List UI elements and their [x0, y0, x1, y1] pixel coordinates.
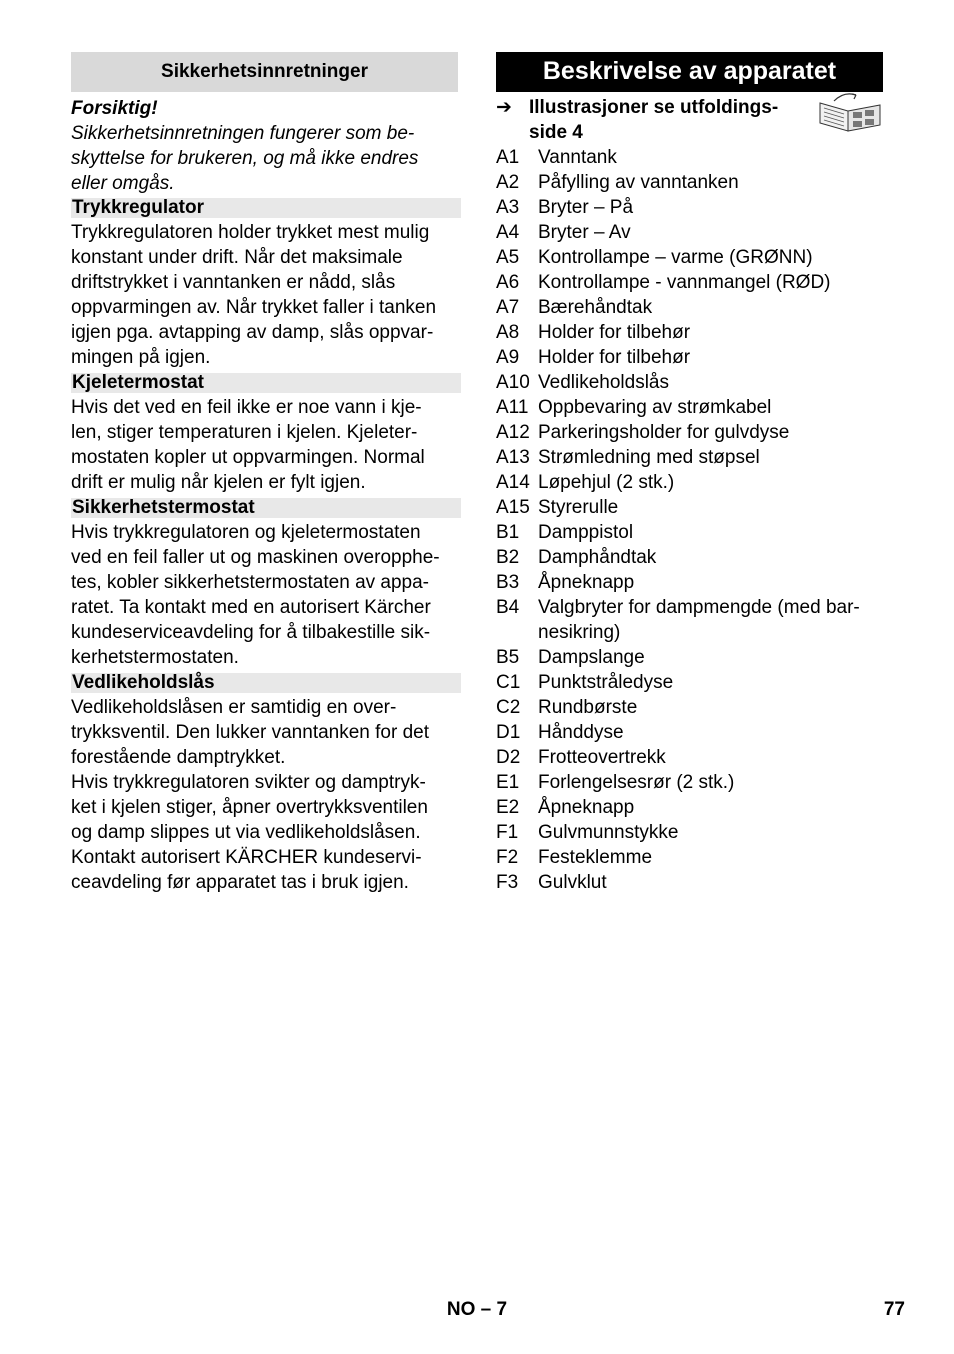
safety-devices-heading: Sikkerhetsinnretninger: [71, 52, 458, 92]
page-number: 77: [883, 1299, 905, 1320]
list-item: A9 Holder for tilbehør: [496, 347, 691, 368]
list-item: C2 Rundbørste: [496, 697, 638, 718]
list-item: F1 Gulvmunnstykke: [496, 822, 679, 843]
illustration-reference: ➔ Illustrasjoner se utfoldings- side 4: [496, 95, 896, 145]
list-item: A11 Oppbevaring av strømkabel: [496, 397, 772, 418]
section-body: Trykkregulatoren holder trykket mest mulig konstant under drift. Når det maksimale driftstrykket i vanntanken er nådd, slås oppvarmingen av. Når trykket faller i tanken igjen pga. avtapping av damp, slås oppvar- mingen på igjen.: [71, 222, 437, 368]
section-body: Hvis det ved en feil ikke er noe vann i kje- len, stiger temperaturen i kjelen. Kjeleter- mostaten kopler ut oppvarmingen. Normal drift er mulig når kjelen er fylt igjen.: [71, 397, 425, 493]
section-title: Kjeletermostat: [71, 373, 461, 393]
component-list: [496, 145, 896, 895]
right-column: [496, 52, 896, 895]
list-item: A7 Bærehåndtak: [496, 297, 653, 318]
list-item: A5 Kontrollampe – varme (GRØNN): [496, 247, 813, 268]
caution-text: Sikkerhetsinnretningen fungerer som be- skyttelse for brukeren, og må ikke endres eller omgås.: [71, 123, 419, 194]
section-body: Hvis trykkregulatoren og kjeletermostaten ved en feil faller ut og maskinen overopphe- tes, kobler sikkerhetstermostaten av appa- ratet. Ta kontakt med en autorisert Kärcher kundeserviceavdeling for å tilbakestille sik- kerhetstermostaten.: [71, 522, 440, 668]
list-item: D2 Frotteovertrekk: [496, 747, 666, 768]
device-description-heading: Beskrivelse av apparatet: [496, 52, 883, 92]
list-item: E2 Åpneknapp: [496, 797, 635, 818]
list-item: A2 Påfylling av vanntanken: [496, 172, 739, 193]
list-item: F2 Festeklemme: [496, 847, 653, 868]
list-item: A14 Løpehjul (2 stk.): [496, 472, 675, 493]
list-item: A10 Vedlikeholdslås: [496, 372, 669, 393]
list-item: A6 Kontrollampe - vannmangel (RØD): [496, 272, 831, 293]
left-column: [71, 52, 461, 895]
list-item: F3 Gulvklut: [496, 872, 607, 893]
section-title: Trykkregulator: [71, 198, 461, 218]
arrow-right-icon: ➔: [496, 97, 512, 118]
list-item: A13 Strømledning med støpsel: [496, 447, 760, 468]
list-item: A15 Styrerulle: [496, 497, 619, 518]
list-item: B4 Valgbryter for dampmengde (med bar- nesikring): [496, 597, 860, 643]
list-item: A3 Bryter – På: [496, 197, 634, 218]
list-item: B1 Damppistol: [496, 522, 634, 543]
list-item: A8 Holder for tilbehør: [496, 322, 691, 343]
section-body: Vedlikeholdslåsen er samtidig en over- trykksventil. Den lukker vanntanken for det forestående damptrykket. Hvis trykkregulatoren svikter og damptryk- ket i kjelen stiger, åpner overtrykksventilen og damp slippes ut via vedlikeholdslåsen. Kontakt autorisert KÄRCHER kundeservi- ceavdeling før apparatet tas i bruk igjen.: [71, 697, 430, 893]
list-item: A12 Parkeringsholder for gulvdyse: [496, 422, 790, 443]
list-item: B3 Åpneknapp: [496, 572, 635, 593]
list-item: B2 Damphåndtak: [496, 547, 657, 568]
list-item: A1 Vanntank: [496, 147, 617, 168]
section-boiler-thermostat: [71, 373, 461, 495]
list-item: D1 Hånddyse: [496, 722, 624, 743]
list-item: E1 Forlengelsesrør (2 stk.): [496, 772, 735, 793]
section-pressure-regulator: [71, 198, 461, 370]
open-book-icon: [816, 91, 884, 133]
caution-label: Forsiktig!: [71, 98, 158, 119]
section-maintenance-lock: [71, 673, 461, 895]
list-item: A4 Bryter – Av: [496, 222, 631, 243]
section-title: Sikkerhetstermostat: [71, 498, 461, 518]
list-item: C1 Punktstråledyse: [496, 672, 674, 693]
list-item: B5 Dampslange: [496, 647, 645, 668]
section-title: Vedlikeholdslås: [71, 673, 461, 693]
section-safety-thermostat: [71, 498, 461, 670]
page-footer-label: NO – 7: [446, 1299, 508, 1320]
